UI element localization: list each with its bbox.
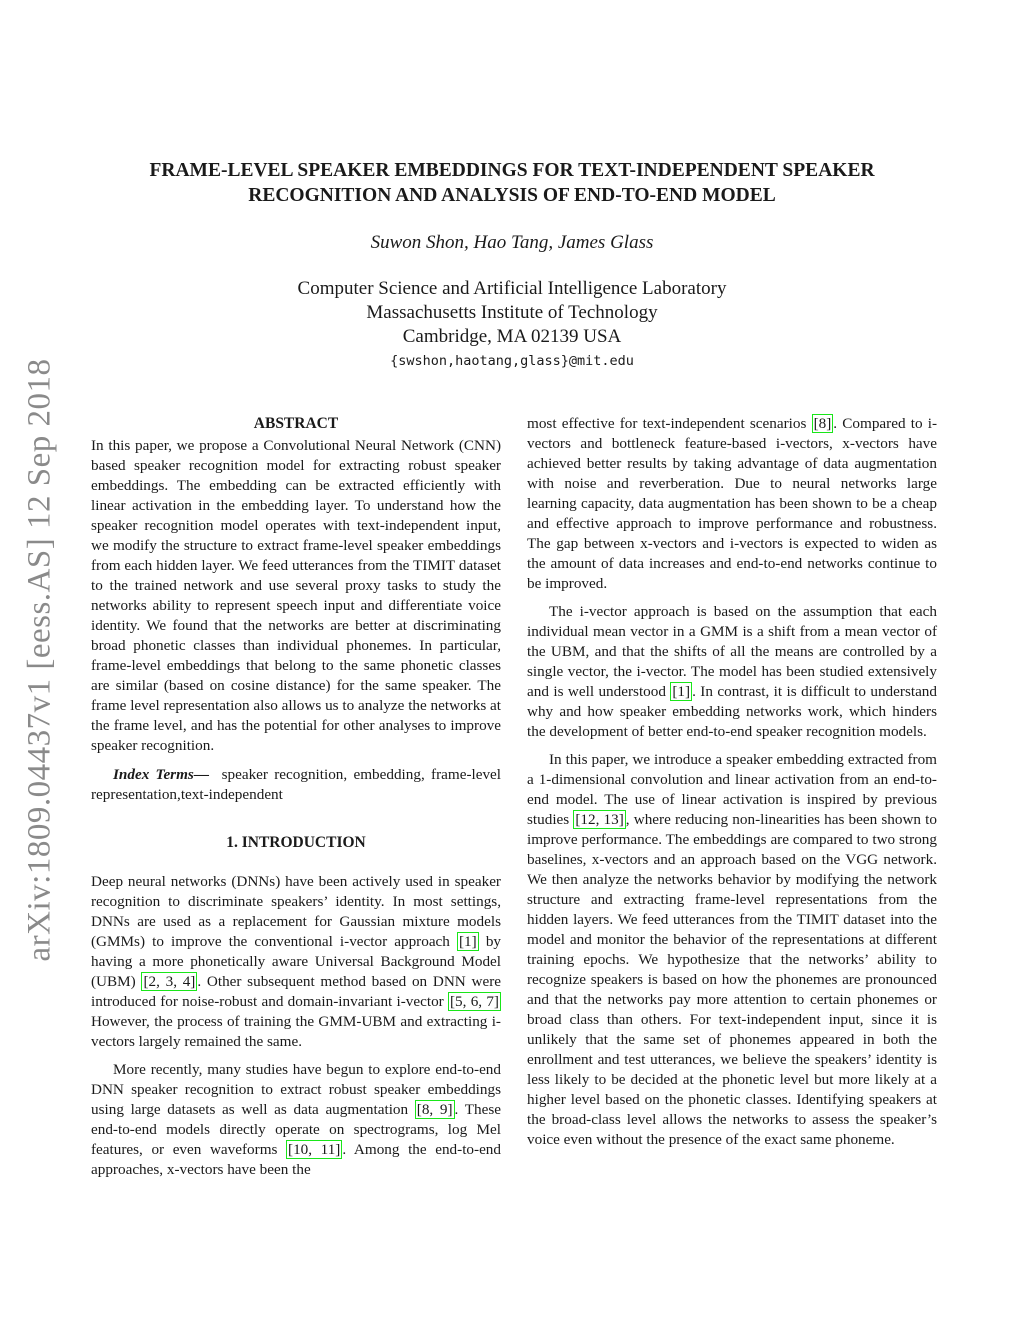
index-terms-label: Index Terms— <box>113 766 210 783</box>
citation-link[interactable]: [12, 13] <box>575 811 624 828</box>
intro-paragraph-1: Deep neural networks (DNNs) have been actively used in speaker recognition to discriminate speakers’ identity. In most settings, DNNs are used as a replacement for Gaussian mixture models (GMMs) to improve the conventional i-vector approach [1] by having a more phonetically aware Universal Background Model (UBM) [2, 3, 4] . Other subsequent method based on DNN were introduced for noise-robust and domain-invariant i-vector [5, 6, 7] However, the process of training the GMM-UBM and extracting i-vectors largely remained the same. <box>91 873 502 1050</box>
intro-paragraph-3: most effective for text-independent scenarios [8] . Compared to i-vectors and bottleneck feature-based i-vectors, x-vectors have achieved better results by taking advantage of data augmentation with noise and reverberation. Due to neural networks large learning capacity, data augmentation has been shown to be a cheap and effective approach to improve performance and robustness. The gap between x-vectors and i-vectors is expected to widen as the amount of data increases and end-to-end networks continue to be improved. <box>527 415 937 592</box>
affiliation <box>100 277 924 349</box>
title-line-2: RECOGNITION AND ANALYSIS OF END-TO-END MODEL <box>248 185 776 206</box>
author-email: {swshon,haotang,glass}@mit.edu <box>390 353 634 369</box>
abstract-heading: ABSTRACT <box>253 415 339 432</box>
citation-link[interactable]: [5, 6, 7] <box>450 993 499 1010</box>
citation-link[interactable]: [10, 11] <box>288 1141 341 1158</box>
intro-paragraph-2: More recently, many studies have begun to explore end-to-end DNN speaker recognition to extract robust speaker embeddings using large datasets as well as data augmentation [8, 9] . These end-to-end models directly operate on spectrograms, log Mel features, or even waveforms [10, 11] . Among the end-to-end approaches, x-vectors have been the <box>91 1061 501 1178</box>
intro-paragraph-5: In this paper, we introduce a speaker embedding extracted from a 1-dimensional convolution and linear activation from an end-to-end model. The use of linear activation is inspired by previous studies [12, 13] , where reducing non-linearities has been shown to improve performance. The embeddings are compared to two strong baselines, x-vectors and an approach based on the VGG network. We then analyze the networks behavior by modifying the network structure and extracting frame-level representations from the hidden layers. We feed utterances from the TIMIT dataset into the model and monitor the behavior of the representations at different training epochs. We hypothesize that the networks’ ability to recognize speakers is based on how the phonemes are pronounced and that the networks pay more attention to certain phonemes or broad class than others. For text-independent input, since it is unlikely that the same set of phonemes appeared in both the enrollment and test utterances, we believe the speakers’ identity is less likely to be decided at the phonetic level but more likely at a higher level based on the phonetic classes. Identifying speakers at the broad-class level allows the networks to assess the speaker’s voice even without the presence of the exact same phoneme. <box>527 751 937 1148</box>
index-terms-text: speaker recognition, embedding, frame-level representation,text-independent <box>91 766 502 803</box>
authors: Suwon Shon, Hao Tang, James Glass <box>370 232 654 253</box>
citation-link[interactable]: [8] <box>813 415 832 432</box>
citation-link[interactable]: [8, 9] <box>416 1101 453 1118</box>
arxiv-identifier: arXiv:1809.04437v1 [eess.AS] 12 Sep 2018 <box>21 358 58 962</box>
right-column <box>527 414 937 1150</box>
introduction-heading: 1. INTRODUCTION <box>226 834 366 851</box>
affiliation-line-1: Computer Science and Artificial Intelligence Laboratory <box>297 278 727 299</box>
abstract-text: In this paper, we propose a Convolutional Neural Network (CNN) based speaker recognition model for extracting robust speaker embeddings. The embedding can be extracted efficiently with linear activation in the embedding layer. To understand how the speaker recognition model operates with text-independent input, we modify the structure to extract frame-level speaker embeddings from each hidden layer. We feed utterances from the TIMIT dataset to the trained network and use several proxy tasks to study the networks ability to represent speech input and differentiate voice identity. We found that the networks are better at discriminating broad phonetic classes than individual phonemes. In particular, frame-level embeddings that belong to the same phonetic classes are similar (based on cosine distance) for the same speaker. The frame level representation also allows us to analyze the networks at the frame level, and has the potential for other analyses to improve speaker recognition. <box>91 437 501 754</box>
intro-paragraph-4: The i-vector approach is based on the assumption that each individual mean vector in a GMM is a shift from a mean vector of the UBM, and that the shifts of all the means are controlled by a single vector, the i-vector. The model has been studied extensively and is well understood [1] . In contrast, it is difficult to understand why and how speaker embedding networks work, which hinders the development of better end-to-end speaker recognition models. <box>527 603 937 740</box>
affiliation-line-3: Cambridge, MA 02139 USA <box>402 326 622 347</box>
affiliation-line-2: Massachusetts Institute of Technology <box>366 302 658 323</box>
paper-title <box>100 158 924 208</box>
citation-link[interactable]: [1] <box>459 933 477 950</box>
citation-link[interactable]: [2, 3, 4] <box>143 973 196 990</box>
title-line-1: FRAME-LEVEL SPEAKER EMBEDDINGS FOR TEXT-INDEPENDENT SPEAKER <box>149 160 875 181</box>
citation-link[interactable]: [1] <box>672 683 691 700</box>
left-column <box>91 414 501 1180</box>
index-terms <box>91 765 501 805</box>
